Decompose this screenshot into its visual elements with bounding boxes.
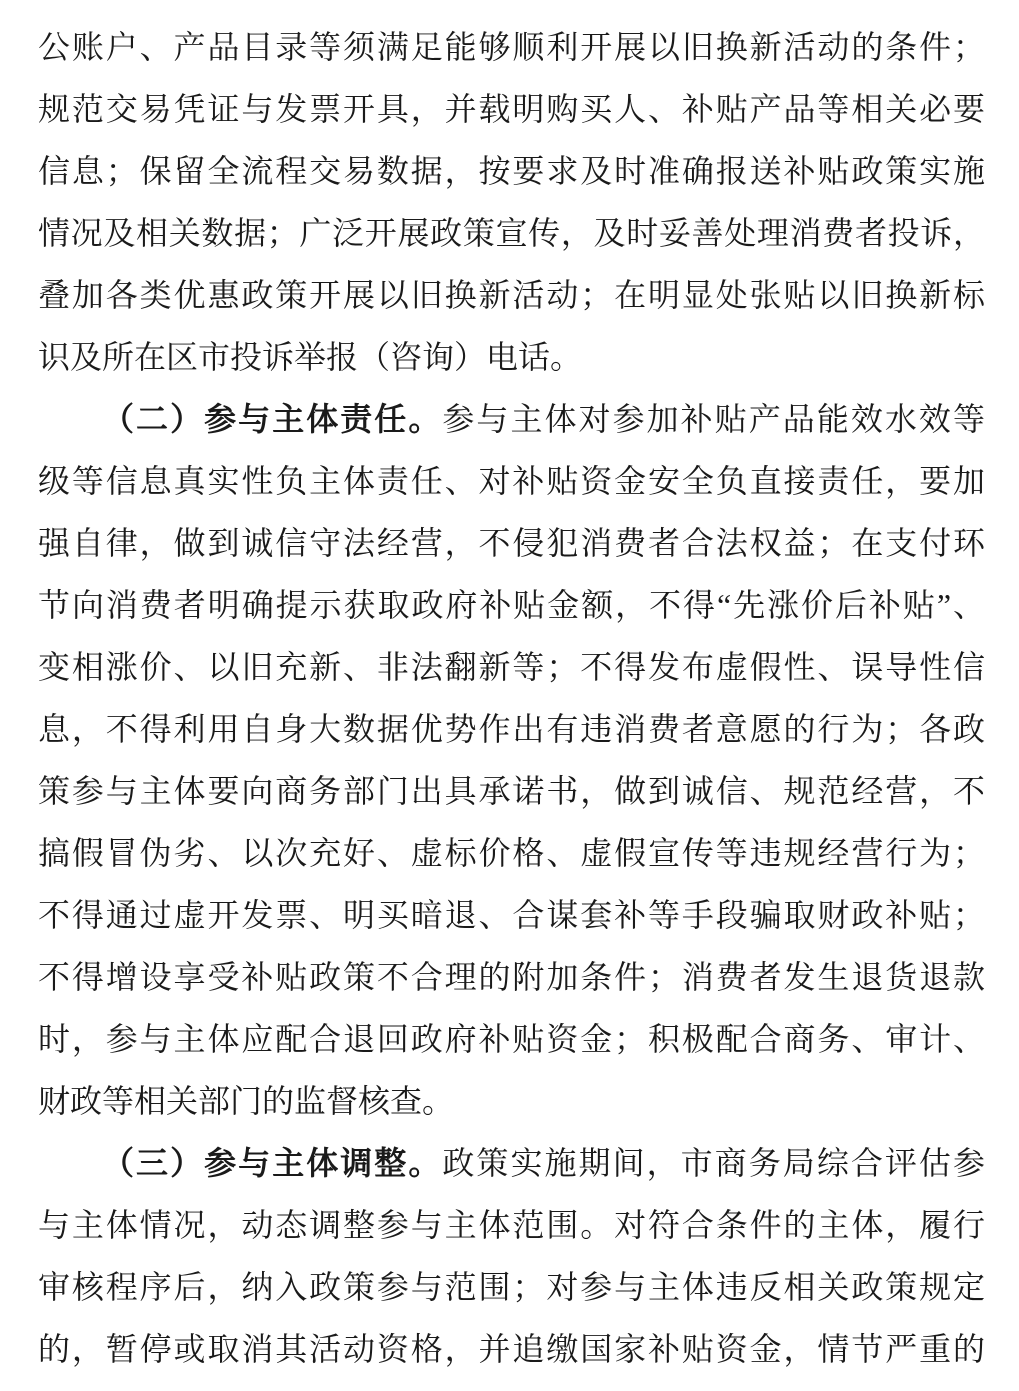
text-line (38, 1008, 985, 1070)
text-line (38, 16, 985, 78)
text-line (38, 822, 985, 884)
text-line (38, 946, 985, 1008)
text-segment: 时，参与主体应配合退回政府补贴资金；积极配合商务、审计、 (38, 1021, 985, 1057)
text-segment: 公账户、产品目录等须满足能够顺利开展以旧换新活动的条件； (38, 29, 985, 65)
text-segment: 不得通过虚开发票、明买暗退、合谋套补等手段骗取财政补贴； (38, 897, 985, 933)
text-segment: 参与主体对参加补贴产品能效水效等 (442, 401, 985, 437)
text-segment: 策参与主体要向商务部门出具承诺书，做到诚信、规范经营，不 (38, 773, 985, 809)
text-line (38, 450, 985, 512)
text-segment: 信息；保留全流程交易数据，按要求及时准确报送补贴政策实施 (38, 153, 985, 189)
text-segment: 审核程序后，纳入政策参与范围；对参与主体违反相关政策规定 (38, 1269, 985, 1305)
text-line (38, 760, 985, 822)
text-line (38, 1070, 985, 1132)
text-segment: 强自律，做到诚信守法经营，不侵犯消费者合法权益；在支付环 (38, 525, 985, 561)
text-segment: 情况及相关数据；广泛开展政策宣传，及时妥善处理消费者投诉， (38, 215, 985, 251)
text-line (38, 78, 985, 140)
text-segment: 识及所在区市投诉举报（咨询）电话。 (38, 339, 583, 375)
text-line (38, 1318, 985, 1380)
text-line (38, 202, 985, 264)
text-line (38, 326, 985, 388)
text-line (38, 1194, 985, 1256)
text-line (38, 1256, 985, 1318)
text-line (38, 388, 985, 450)
section-heading-text: （三）参与主体调整。 (102, 1145, 443, 1181)
text-segment: 变相涨价、以旧充新、非法翻新等；不得发布虚假性、误导性信 (38, 649, 985, 685)
text-segment: 的，暂停或取消其活动资格，并追缴国家补贴资金，情节严重的 (38, 1331, 985, 1367)
text-segment: 节向消费者明确提示获取政府补贴金额，不得“先涨价后补贴”、 (38, 587, 985, 623)
text-line (38, 636, 985, 698)
text-segment: 政策实施期间，市商务局综合评估参 (442, 1145, 985, 1181)
text-line (38, 512, 985, 574)
text-segment: 与主体情况，动态调整参与主体范围。对符合条件的主体，履行 (38, 1207, 985, 1243)
text-segment: 财政等相关部门的监督核查。 (38, 1083, 455, 1119)
paragraph-section-3-participant-adjustment (38, 1132, 985, 1380)
paragraph-section-2-participant-responsibility (38, 388, 985, 1132)
text-segment: 叠加各类优惠政策开展以旧换新活动；在明显处张贴以旧换新标 (38, 277, 985, 313)
section-heading-text: （二）参与主体责任。 (102, 401, 443, 437)
text-line (38, 884, 985, 946)
text-segment: 息，不得利用自身大数据优势作出有违消费者意愿的行为；各政 (38, 711, 985, 747)
text-segment: 级等信息真实性负主体责任、对补贴资金安全负直接责任，要加 (38, 463, 985, 499)
text-segment: 搞假冒伪劣、以次充好、虚标价格、虚假宣传等违规经营行为； (38, 835, 985, 871)
text-line (38, 264, 985, 326)
text-line (38, 1132, 985, 1194)
paragraph-operating-requirements-continued (38, 16, 985, 388)
document-body (38, 16, 985, 1380)
text-segment: 不得增设享受补贴政策不合理的附加条件；消费者发生退货退款 (38, 959, 985, 995)
text-line (38, 698, 985, 760)
text-line (38, 574, 985, 636)
text-line (38, 140, 985, 202)
text-segment: 规范交易凭证与发票开具，并载明购买人、补贴产品等相关必要 (38, 91, 985, 127)
